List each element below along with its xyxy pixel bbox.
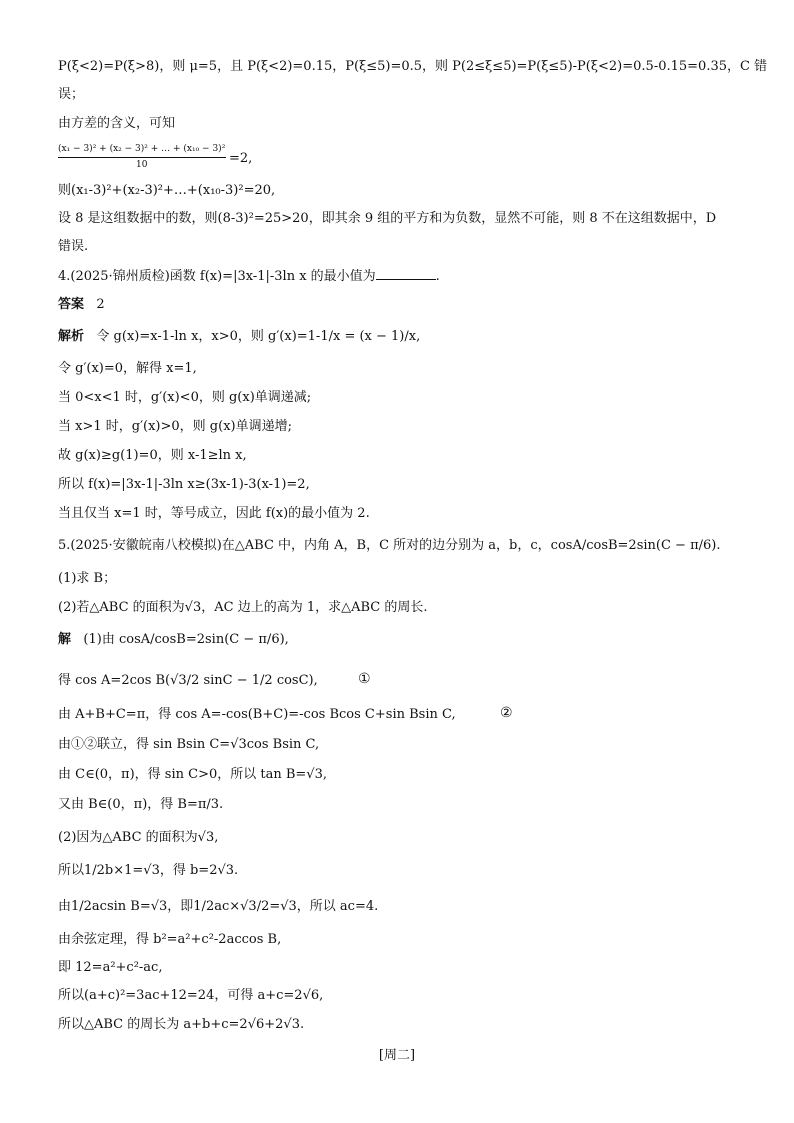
equation-mark-1: ① bbox=[358, 671, 371, 687]
text-line: (2)因为△ABC 的面积为√3, bbox=[58, 830, 219, 845]
page-footer: [周二] bbox=[378, 1048, 416, 1063]
text-line: (1)求 B； bbox=[58, 571, 117, 586]
text-line: 所以(a+c)²=3ac+12=24，可得 a+c=2√6, bbox=[58, 988, 324, 1003]
text-line: (2)若△ABC 的面积为√3，AC 边上的高为 1，求△ABC 的周长. bbox=[58, 600, 428, 615]
text-line: 误； bbox=[58, 87, 85, 102]
text-line: 所以△ABC 的周长为 a+b+c=2√6+2√3. bbox=[58, 1017, 305, 1032]
text-line: 当且仅当 x=1 时，等号成立，因此 f(x)的最小值为 2. bbox=[58, 506, 370, 521]
question-4: 4.(2025·锦州质检)函数 f(x)=|3x-1|-3ln x 的最小值为 . bbox=[58, 269, 440, 284]
answer-blank bbox=[376, 267, 436, 280]
analysis-text: 令 g(x)=x-1-ln x，x>0，则 g′(x)=1-1/x = (x − 1)/x, bbox=[96, 329, 421, 344]
text-line: 当 x>1 时，g′(x)>0，则 g(x)单调递增; bbox=[58, 419, 292, 434]
text-line: 令 g′(x)=0，解得 x=1, bbox=[58, 361, 197, 376]
answer-value: 2 bbox=[96, 297, 105, 312]
text-line: 得 cos A=2cos B(√3/2 sinC − 1/2 cosC), bbox=[58, 673, 318, 688]
variance-numerator: (x₁ − 3)² + (x₂ − 3)² + … + (x₁₀ − 3)² bbox=[58, 144, 226, 154]
solution-label: 解 bbox=[58, 632, 72, 647]
variance-equals: =2, bbox=[229, 151, 253, 166]
text-line: 由 A+B+C=π，得 cos A=-cos(B+C)=-cos Bcos C+sin Bsin C, bbox=[58, 707, 456, 722]
text-line: 由 C∈(0，π)，得 sin C>0，所以 tan B=√3, bbox=[58, 767, 327, 782]
equation-mark-2: ② bbox=[500, 705, 513, 721]
solution-line bbox=[58, 631, 758, 649]
answer-line bbox=[58, 296, 758, 314]
analysis-line bbox=[58, 328, 758, 346]
text-line: 又由 B∈(0，π)，得 B=π/3. bbox=[58, 797, 224, 812]
text-line: 故 g(x)≥g(1)=0，则 x-1≥ln x, bbox=[58, 448, 247, 463]
fraction-bar bbox=[58, 157, 226, 158]
text-line: 所以 f(x)=|3x-1|-3ln x≥(3x-1)-3(x-1)=2, bbox=[58, 477, 310, 492]
text-line: 设 8 是这组数据中的数，则(8-3)²=25>20，即其余 9 组的平方和为负数，显然不可能，则 8 不在这组数据中，D bbox=[58, 211, 717, 226]
text-line: 由方差的含义，可知 bbox=[58, 116, 176, 131]
question-4-text: 4.(2025·锦州质检)函数 f(x)=|3x-1|-3ln x 的最小值为 bbox=[58, 269, 376, 284]
text-line: 则(x₁-3)²+(x₂-3)²+…+(x₁₀-3)²=20, bbox=[58, 183, 276, 198]
analysis-label: 解析 bbox=[58, 329, 85, 344]
variance-denominator: 10 bbox=[136, 160, 148, 170]
solution-text: (1)由 cosA/cosB=2sin(C − π/6), bbox=[83, 632, 289, 647]
text-line: 即 12=a²+c²-ac, bbox=[58, 960, 163, 975]
text-line: 当 0<x<1 时，g′(x)<0，则 g(x)单调递减; bbox=[58, 390, 312, 405]
text-line: 所以1/2b×1=√3，得 b=2√3. bbox=[58, 863, 239, 878]
text-line: 由余弦定理，得 b²=a²+c²-2accos B, bbox=[58, 932, 282, 947]
text-line: P(ξ<2)=P(ξ>8)，则 μ=5，且 P(ξ<2)=0.15，P(ξ≤5)=0.5，则 P(2≤ξ≤5)=P(ξ≤5)-P(ξ<2)=0.5-0.15=0.35，C 错 bbox=[58, 59, 768, 74]
text-line: 由①②联立，得 sin Bsin C=√3cos Bsin C, bbox=[58, 737, 320, 752]
question-5: 5.(2025·安徽皖南八校模拟)在△ABC 中，内角 A，B，C 所对的边分别为 a，b，c，cosA/cosB=2sin(C − π/6). bbox=[58, 538, 721, 553]
text-line: 由1/2acsin B=√3，即1/2ac×√3/2=√3，所以 ac=4. bbox=[58, 899, 379, 914]
text-line: 错误. bbox=[58, 239, 89, 254]
answer-label: 答案 bbox=[58, 297, 85, 312]
